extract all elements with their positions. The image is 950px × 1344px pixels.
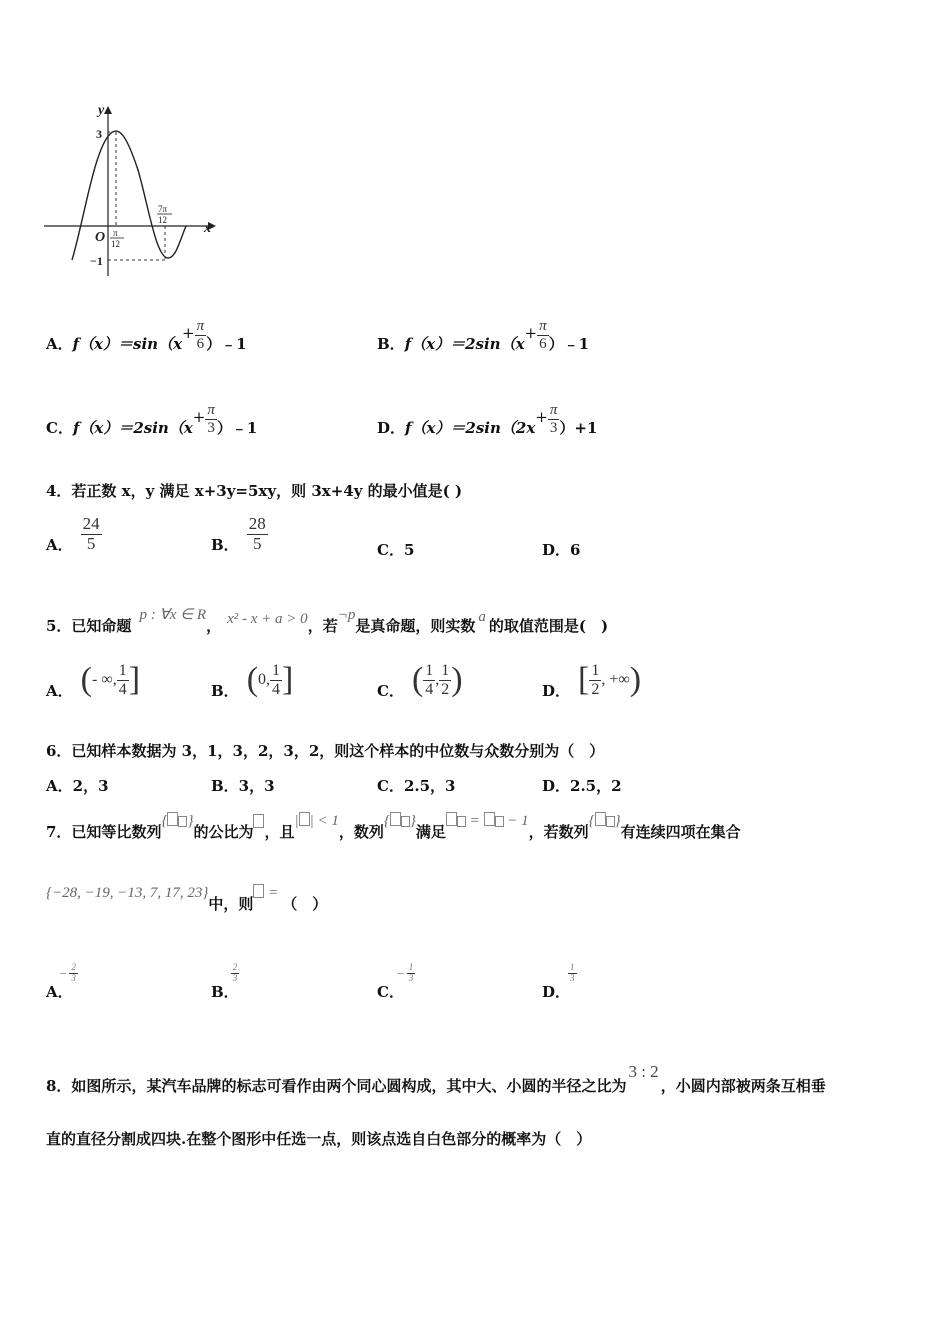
q3-option-d-letter: D．: [377, 418, 406, 437]
q5-p-expr: p : ∀x ∈ R: [139, 607, 207, 623]
q3-option-c-plus: +: [192, 408, 206, 426]
q3-option-c[interactable]: [46, 402, 257, 452]
q7-stem-line1: [46, 812, 741, 842]
q5-option-b-letter: B．: [211, 681, 239, 700]
q5-option-d[interactable]: [542, 656, 641, 704]
q7-option-c-letter: C．: [377, 983, 404, 1001]
q7-option-d[interactable]: [542, 952, 579, 1002]
q8-line2: 直的直径分割成四块.在整个图形中任选一点，则该点选自白色部分的概率为（ ）: [46, 1130, 592, 1148]
q7-option-a-value: − $\frac{2}{3}$: [58, 962, 76, 984]
q3-option-a-fraction: $\frac{\pi}{6}$: [196, 318, 205, 352]
q7-seq-a: { }: [161, 813, 194, 829]
q7-s4: ，数列: [338, 823, 384, 841]
q5-ineq: x² - x + a > 0: [227, 611, 308, 627]
graph-x2-den: 12: [158, 215, 167, 225]
q7-option-b-letter: B．: [211, 983, 239, 1001]
q3-option-a-plus: +: [182, 324, 195, 342]
graph-y-label: y: [98, 103, 105, 118]
q3-option-c-post: ）﹣1: [216, 418, 258, 437]
q4-option-c-value: 5: [403, 541, 415, 559]
q4-stem: 4．若正数 x，y 满足 x+3y=5xy，则 3x+4y 的最小值是( ): [46, 482, 463, 500]
q5-option-b[interactable]: [211, 656, 293, 704]
q5-option-d-letter: D．: [542, 681, 571, 700]
q7-option-d-value: $\frac{1}{3}$: [570, 962, 575, 984]
graph-y-max-label: 3: [96, 127, 102, 141]
q5-option-c-interval: ( $\frac{1}{4}$ , $\frac{1}{2}$ ): [411, 661, 463, 698]
q5-a: a: [478, 609, 486, 625]
q4-option-d[interactable]: [542, 539, 580, 560]
q7-s7: 有连续四项在集合: [620, 823, 741, 841]
q6-option-a[interactable]: A．2，3: [46, 777, 109, 795]
q7-relation: = − 1: [446, 812, 529, 830]
graph-y-min-label: −1: [90, 254, 103, 268]
q7-ratio-q: [253, 814, 264, 832]
sine-graph-figure: [40, 100, 220, 280]
q3-option-b-post: ）﹣1: [548, 334, 590, 353]
graph-x1-num: π: [113, 228, 118, 238]
q5-mid: 是真命题，则实数: [355, 617, 476, 635]
q7-option-a[interactable]: [46, 952, 92, 1002]
q7-s9: （ ）: [282, 895, 328, 913]
graph-origin-label: O: [95, 230, 106, 245]
q7-seq-b2: { }: [588, 813, 621, 829]
q5-prefix: 5．已知命题: [46, 617, 132, 635]
q8-line1a: 8．如图所示，某汽车品牌的标志可看作由两个同心圆构成，其中大、小圆的半径之比为: [46, 1077, 627, 1095]
q6-option-d[interactable]: D．2.5，2: [542, 777, 622, 795]
q7-s1: 7．已知等比数列: [46, 823, 162, 841]
q5-option-a[interactable]: [46, 656, 140, 704]
q8-ratio: 3 : 2: [628, 1062, 659, 1081]
q7-s2: 的公比为: [193, 823, 254, 841]
q6-stem: 6．已知样本数据为 3，1，3，2，3，2，则这个样本的中位数与众数分别为（ ）: [46, 742, 605, 760]
q7-stem-line2: [46, 880, 327, 914]
q4-option-c-letter: C．: [377, 541, 404, 559]
q7-option-d-letter: D．: [542, 983, 571, 1001]
q6-option-c[interactable]: C．2.5，3: [377, 777, 456, 795]
q4-option-d-letter: D．: [542, 541, 571, 559]
q7-option-c[interactable]: [377, 952, 423, 1002]
q3-option-a-letter: A．: [46, 334, 73, 353]
q7-option-a-letter: A．: [46, 983, 73, 1001]
q7-s5: 满足: [415, 823, 446, 841]
q4-option-a[interactable]: [46, 510, 102, 558]
q7-q-equals: =: [253, 884, 278, 902]
q3-option-b-pre: f（x）＝2sin（x: [404, 334, 525, 353]
q3-option-c-fraction: $\frac{\pi}{3}$: [207, 402, 215, 436]
q7-s6: ，若数列: [528, 823, 589, 841]
q5-option-a-interval: ( - ∞, $\frac{1}{4}$ ]: [80, 661, 141, 698]
q7-s3: ，且: [264, 823, 295, 841]
q3-option-a[interactable]: [46, 318, 247, 368]
q3-option-d-fraction: $\frac{\pi}{3}$: [549, 402, 558, 436]
q4-option-d-value: 6: [570, 541, 581, 559]
q3-option-a-pre: f（x）＝sin（x: [72, 334, 183, 353]
q4-option-b[interactable]: [211, 510, 268, 558]
q7-option-c-value: − $\frac{1}{3}$: [395, 962, 414, 984]
q5-not-p: ¬p: [337, 607, 356, 623]
q3-option-d-plus: +: [535, 408, 548, 426]
graph-x-label: x: [204, 221, 211, 236]
q5-stem: [46, 596, 608, 636]
q7-seq-b: { }: [383, 813, 416, 829]
q5-option-c-letter: C．: [377, 681, 404, 700]
graph-x1-den: 12: [111, 239, 120, 249]
q3-option-a-post: ）﹣1: [206, 334, 247, 353]
q5-option-d-interval: [ $\frac{1}{2}$ , +∞ ): [578, 661, 642, 698]
q3-option-b-plus: +: [524, 324, 538, 342]
q5-option-b-interval: ( 0, $\frac{1}{4}$ ]: [246, 661, 294, 698]
q3-option-c-letter: C．: [46, 418, 73, 437]
q5-suffix: 的取值范围是( ): [488, 617, 609, 635]
q5-option-c[interactable]: [377, 656, 463, 704]
q5-option-a-letter: A．: [46, 681, 73, 700]
q5-comma2: ，若: [307, 617, 338, 635]
q6-option-b[interactable]: B．3，3: [211, 777, 275, 795]
q8-line1: [46, 1062, 826, 1096]
q4-option-a-fraction: $\frac{24}{5}$: [82, 513, 100, 553]
q4-option-b-letter: B．: [211, 535, 239, 554]
q7-set: {−28, −19, −13, 7, 17, 23}: [46, 885, 209, 901]
q4-option-c[interactable]: [377, 539, 414, 560]
q3-option-d-pre: f（x）＝2sin（2x: [405, 418, 536, 437]
graph-x2-num: 7π: [158, 204, 168, 214]
q3-option-d-post: ）+1: [559, 418, 598, 437]
q4-option-b-fraction: $\frac{28}{5}$: [248, 513, 266, 553]
q4-option-a-letter: A．: [46, 535, 73, 554]
q3-option-c-pre: f（x）＝2sin（x: [72, 418, 193, 437]
q7-s8: 中，则: [208, 895, 254, 913]
q5-comma1: ，: [206, 617, 222, 635]
q3-option-b[interactable]: [377, 318, 589, 368]
q3-option-b-fraction: $\frac{\pi}{6}$: [539, 318, 547, 352]
q3-option-d[interactable]: [377, 402, 597, 452]
q7-option-b-value: $\frac{2}{3}$: [232, 962, 238, 984]
q7-option-b[interactable]: [211, 952, 247, 1002]
q3-option-b-letter: B．: [377, 334, 405, 353]
q8-line1b: ，小圆内部被两条互相垂: [660, 1077, 826, 1095]
q7-abs-condition: | | < 1: [294, 813, 339, 829]
